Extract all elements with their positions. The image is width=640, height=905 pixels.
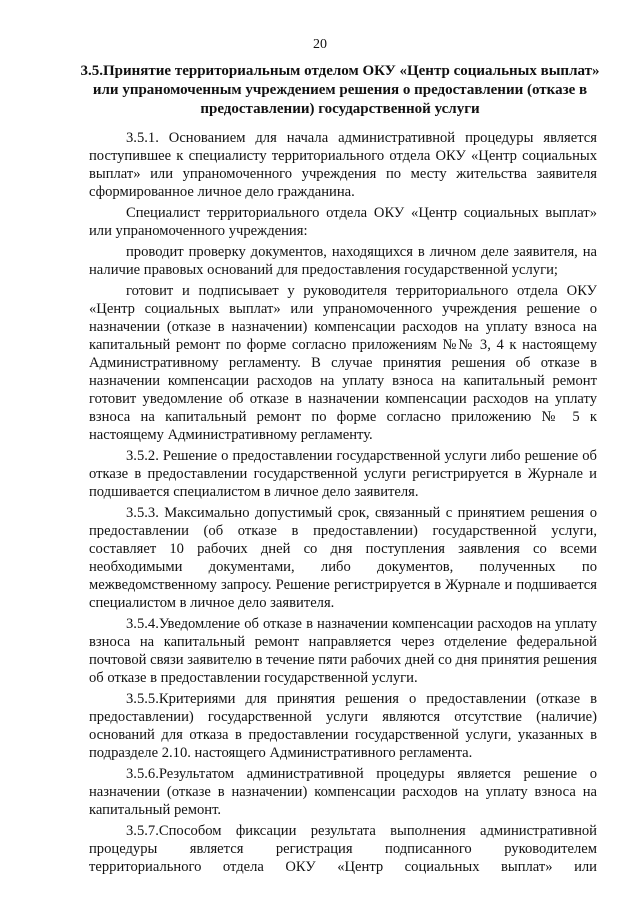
paragraph: 3.5.1. Основанием для начала административной процедуры является поступившее к специалисту территориального отдела ОКУ «Центр социальных выплат» или упраномоченного учреждения по месту жительства заявителя сформированное личное дело гражданина.: [89, 130, 597, 200]
paragraph: 3.5.3. Максимально допустимый срок, связанный с принятием решения о предоставлении (об отказе в предоставлении) государственной услуги, составляет 10 рабочих дней со дня поступления заявления со всеми необходимыми документами, либо документов, полученных по межведомственному запросу. Решение регистрируется в Журнале и подшивается специалистом в личное дело заявителя.: [89, 505, 597, 611]
paragraph: 3.5.4.Уведомление об отказе в назначении компенсации расходов на уплату взноса на капитальный ремонт направляется через отделение федеральной почтовой связи заявителю в течение пяти рабочих дней со дня принятия решения об отказе в предоставлении государственной услуги.: [89, 615, 597, 686]
paragraph: готовит и подписывает у руководителя территориального отдела ОКУ «Центр социальных выплат» или упраномоченного учреждения решение о назначении (отказе в назначении) компенсации расходов на уплату взноса на капитальный ремонт по форме согласно приложениям №№ 3, 4 к настоящему Административному регламенту. В случае принятия решения об отказе в назначении компенсации расходов на уплату взноса на капитальный ремонт готовит уведомление об отказе в назначении компенсации расходов на уплату взноса на капитальный ремонт по форме согласно приложению № 5 к настоящему Административному регламенту.: [89, 283, 597, 443]
paragraph: 3.5.6.Результатом административной процедуры является решение о назначении (отказе в назначении) компенсации расходов на уплату взноса на капитальный ремонт.: [89, 765, 597, 818]
section-heading: 3.5.Принятие территориальным отделом ОКУ «Центр социальных выплат» или упраномоченным учреждением решения о предоставлении (отказе в предоставлении) государственной услуги: [80, 63, 600, 117]
paragraph: 3.5.2. Решение о предоставлении государственной услуги либо решение об отказе в предоставлении государственной услуги регистрируется в Журнале и подшивается специалистом в личное дело заявителя.: [89, 447, 597, 500]
paragraph: 3.5.5.Критериями для принятия решения о предоставлении (отказе в предоставлении) государственной услуги являются отсутствие (наличие) оснований для отказа в предоставлении государственной услуги, указанных в подразделе 2.10. настоящего Административного регламента.: [89, 690, 597, 761]
page-number: 20: [313, 37, 327, 52]
paragraph: Специалист территориального отдела ОКУ «Центр социальных выплат» или упраномоченного учреждения:: [89, 205, 597, 239]
document-body: [89, 130, 597, 880]
paragraph: проводит проверку документов, находящихся в личном деле заявителя, на наличие правовых оснований для предоставления государственной услуги;: [89, 244, 597, 279]
paragraph: 3.5.7.Способом фиксации результата выполнения административной процедуры является регистрация подписанного руководителем территориального отдела ОКУ «Центр социальных выплат» или: [89, 823, 597, 875]
